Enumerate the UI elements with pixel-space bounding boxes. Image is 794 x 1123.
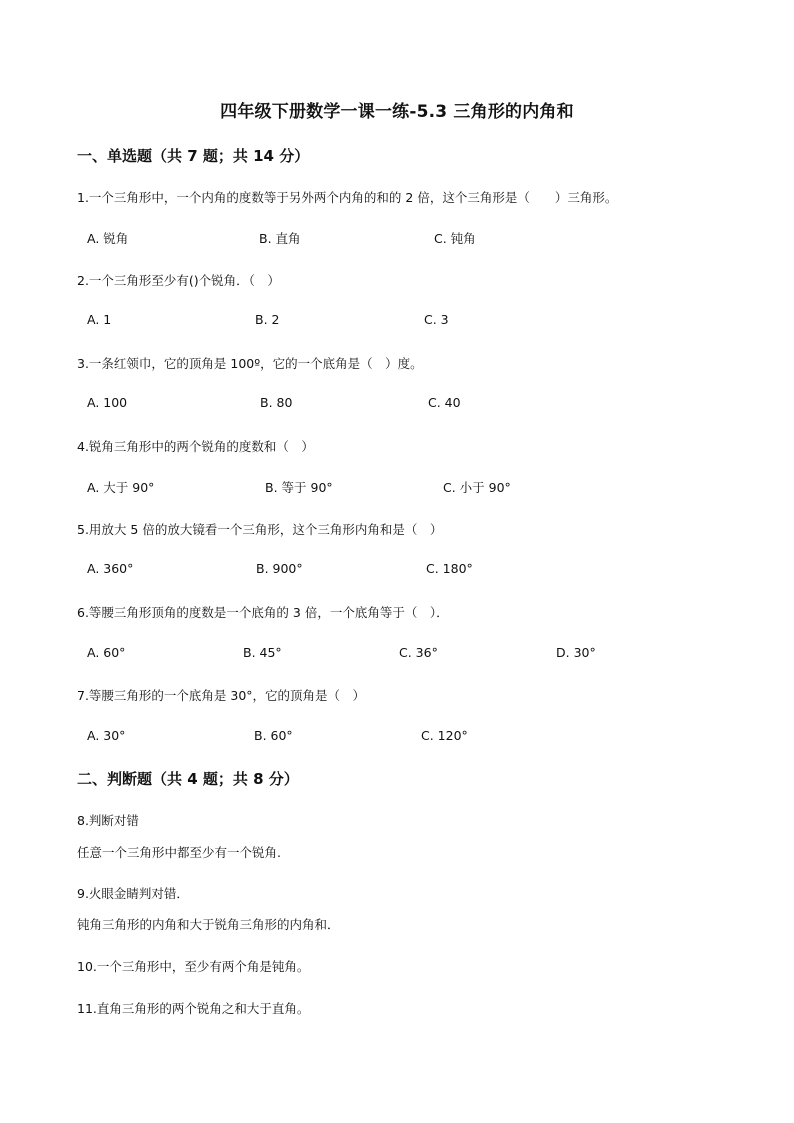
option-a[interactable]: A. 360° bbox=[87, 561, 134, 576]
question-3-options bbox=[0, 395, 794, 413]
question-8-statement: 任意一个三角形中都至少有一个锐角. bbox=[77, 845, 281, 860]
question-1: 1.一个三角形中，一个内角的度数等于另外两个内角的和的 2 倍，这个三角形是（ ）三角形。 bbox=[77, 190, 618, 205]
option-b[interactable]: B. 等于 90° bbox=[265, 480, 333, 495]
question-4-options bbox=[0, 478, 794, 496]
question-2-options bbox=[0, 312, 794, 330]
question-9: 9.火眼金睛判对错． bbox=[77, 886, 189, 901]
option-a[interactable]: A. 100 bbox=[87, 395, 128, 410]
option-d[interactable]: D. 30° bbox=[556, 645, 596, 660]
question-5-options bbox=[0, 561, 794, 579]
question-1-options bbox=[0, 229, 794, 247]
question-4: 4.锐角三角形中的两个锐角的度数和（ ） bbox=[77, 439, 314, 454]
section-heading-true-false: 二、判断题（共 4 题；共 8 分） bbox=[77, 770, 299, 788]
question-11: 11.直角三角形的两个锐角之和大于直角。 bbox=[77, 1001, 310, 1016]
option-b[interactable]: B. 2 bbox=[255, 312, 280, 327]
option-c[interactable]: C. 36° bbox=[399, 645, 438, 660]
option-c[interactable]: C. 钝角 bbox=[434, 231, 476, 246]
question-8: 8.判断对错 bbox=[77, 813, 139, 828]
option-a[interactable]: A. 锐角 bbox=[87, 231, 129, 246]
question-6-options bbox=[0, 645, 794, 663]
option-c[interactable]: C. 小于 90° bbox=[443, 480, 511, 495]
section-heading-single-choice: 一、单选题（共 7 题；共 14 分） bbox=[77, 147, 310, 165]
option-a[interactable]: A. 大于 90° bbox=[87, 480, 155, 495]
option-b[interactable]: B. 80 bbox=[260, 395, 293, 410]
question-6: 6.等腰三角形顶角的度数是一个底角的 3 倍，一个底角等于（ ）． bbox=[77, 605, 449, 620]
option-a[interactable]: A. 1 bbox=[87, 312, 112, 327]
option-c[interactable]: C. 3 bbox=[424, 312, 449, 327]
option-b[interactable]: B. 45° bbox=[243, 645, 282, 660]
question-9-statement: 钝角三角形的内角和大于锐角三角形的内角和． bbox=[77, 917, 340, 932]
option-b[interactable]: B. 直角 bbox=[259, 231, 301, 246]
option-c[interactable]: C. 40 bbox=[428, 395, 461, 410]
question-10: 10.一个三角形中，至少有两个角是钝角。 bbox=[77, 959, 310, 974]
option-c[interactable]: C. 180° bbox=[426, 561, 473, 576]
question-7-options bbox=[0, 728, 794, 746]
option-c[interactable]: C. 120° bbox=[421, 728, 468, 743]
option-b[interactable]: B. 900° bbox=[256, 561, 303, 576]
option-a[interactable]: A. 60° bbox=[87, 645, 126, 660]
option-b[interactable]: B. 60° bbox=[254, 728, 293, 743]
question-5: 5.用放大 5 倍的放大镜看一个三角形，这个三角形内角和是（ ） bbox=[77, 522, 443, 537]
worksheet-title: 四年级下册数学一课一练-5.3 三角形的内角和 bbox=[220, 102, 574, 122]
question-3: 3.一条红领巾，它的顶角是 100º，它的一个底角是（ ）度。 bbox=[77, 356, 423, 371]
question-2: 2.一个三角形至少有()个锐角．（ ） bbox=[77, 273, 280, 288]
option-a[interactable]: A. 30° bbox=[87, 728, 126, 743]
question-7: 7.等腰三角形的一个底角是 30°，它的顶角是（ ） bbox=[77, 688, 366, 703]
